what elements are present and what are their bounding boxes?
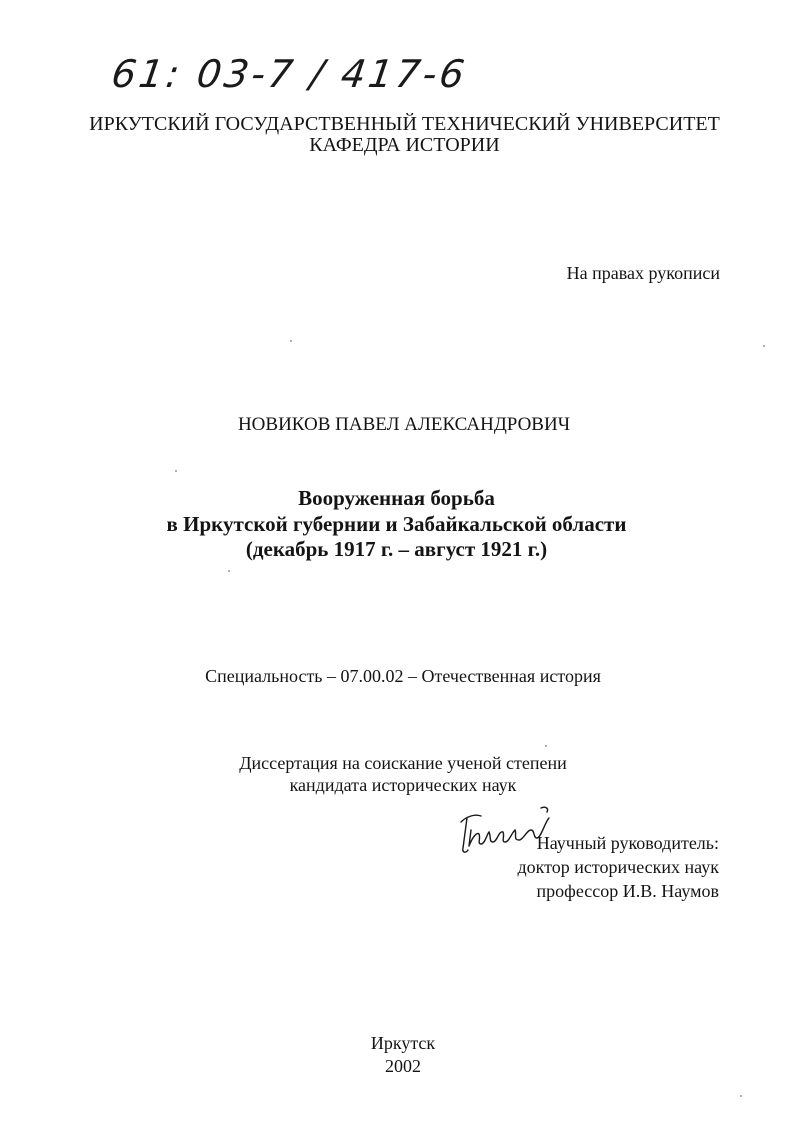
dissertation-line-1: Диссертация на соискание ученой степени	[239, 753, 567, 773]
handwritten-catalog-code: 61: 03-7 / 417-6	[108, 52, 470, 96]
manuscript-rights-note: На правах рукописи	[566, 263, 720, 283]
thesis-title-line-1: Вооруженная борьба	[298, 486, 495, 510]
scan-speck	[763, 345, 765, 347]
department-name: КАФЕДРА ИСТОРИИ	[309, 134, 500, 156]
supervisor-degree: доктор исторических наук	[517, 857, 719, 877]
scan-speck	[290, 340, 292, 342]
scan-speck	[228, 570, 230, 572]
university-name: ИРКУТСКИЙ ГОСУДАРСТВЕННЫЙ ТЕХНИЧЕСКИЙ УНИВЕРСИТЕТ	[89, 113, 720, 135]
scan-speck	[740, 1095, 742, 1097]
thesis-title-line-2: в Иркутской губернии и Забайкальской области	[166, 512, 627, 536]
specialty-line: Специальность – 07.00.02 – Отечественная история	[205, 666, 601, 686]
scan-speck	[175, 470, 177, 472]
publication-year: 2002	[385, 1056, 421, 1076]
author-name: НОВИКОВ ПАВЕЛ АЛЕКСАНДРОВИЧ	[237, 414, 571, 435]
thesis-title-line-3: (декабрь 1917 г. – август 1921 г.)	[245, 537, 548, 561]
supervisor-name: профессор И.В. Наумов	[536, 881, 719, 901]
scan-speck	[545, 745, 547, 747]
dissertation-line-2: кандидата исторических наук	[289, 775, 517, 795]
supervisor-label: Научный руководитель:	[536, 833, 719, 853]
city-name: Иркутск	[370, 1033, 436, 1053]
